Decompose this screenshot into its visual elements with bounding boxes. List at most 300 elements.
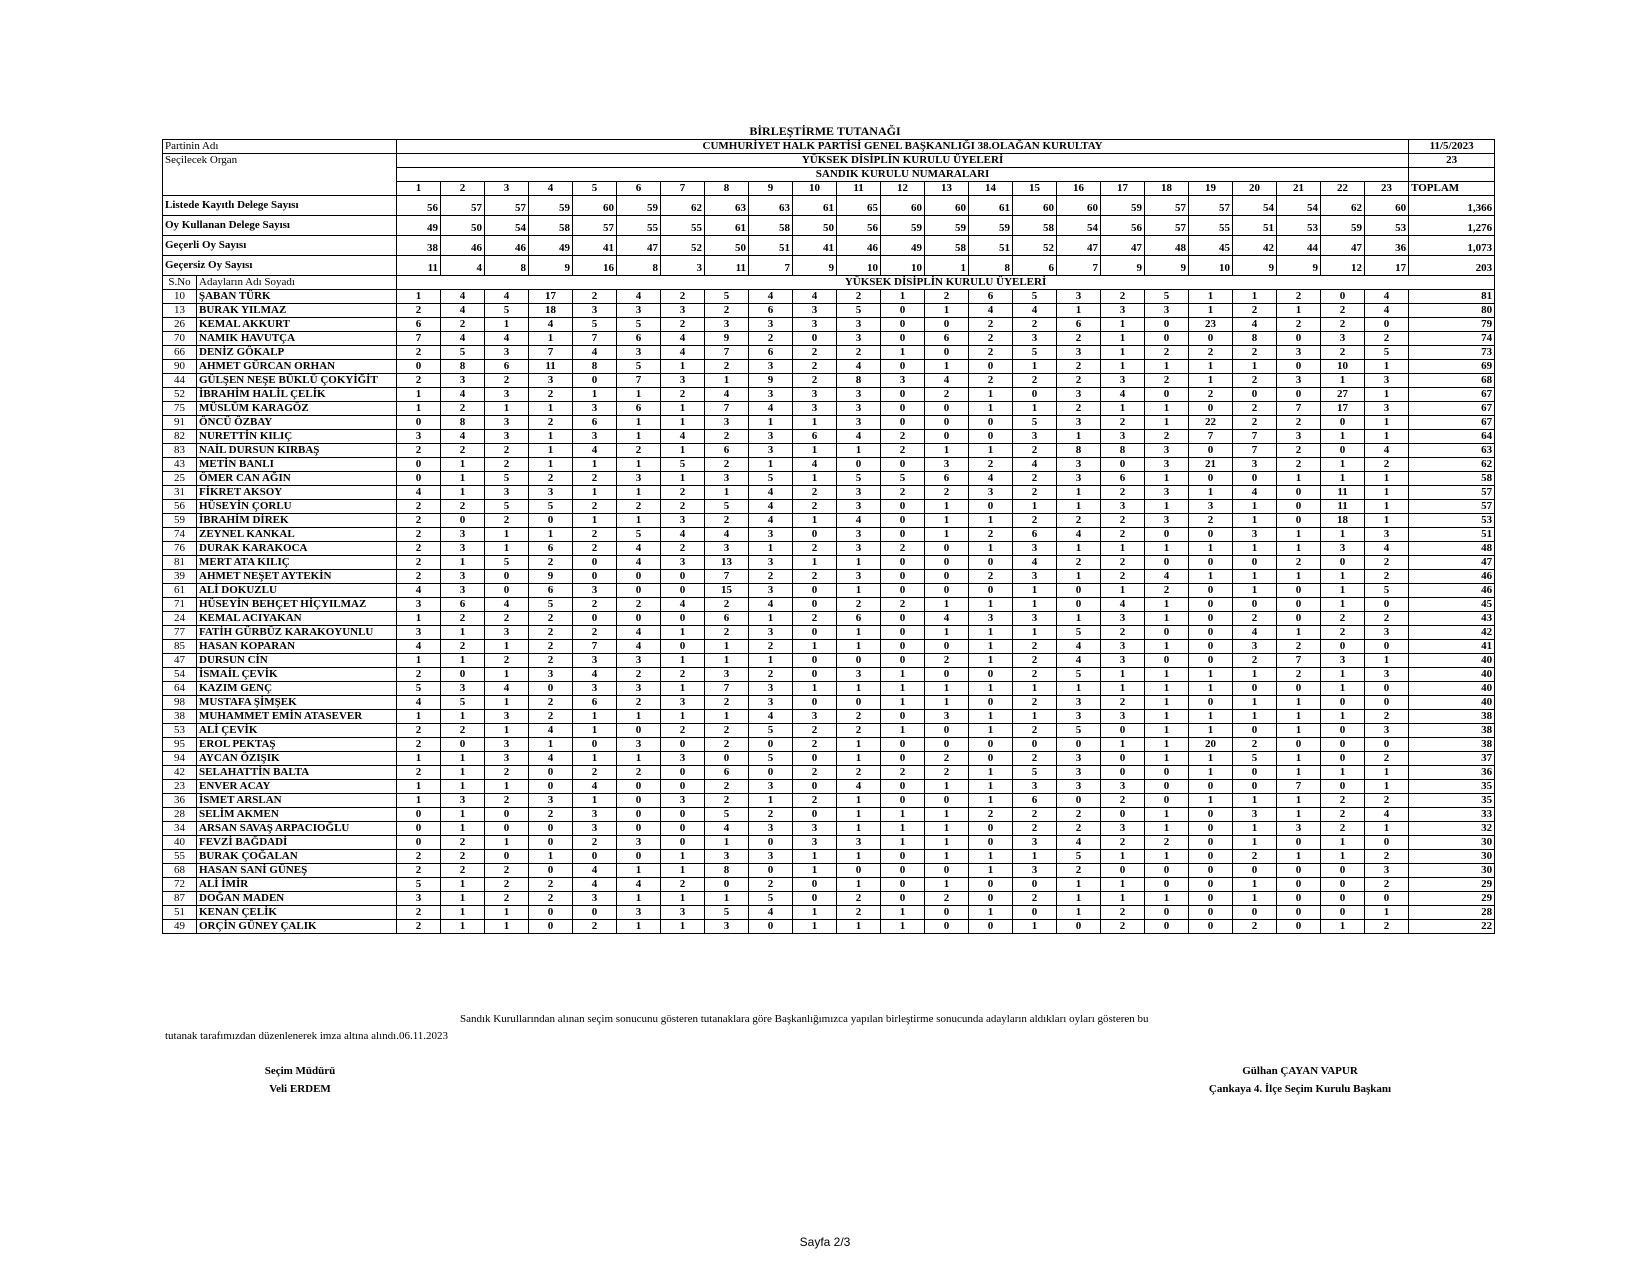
vote-cell: 1 [1321,682,1365,696]
vote-cell: 3 [485,486,529,500]
vote-cell: 1 [925,360,969,374]
vote-cell: 0 [881,388,925,402]
vote-cell: 1 [925,682,969,696]
vote-cell: 2 [529,612,573,626]
vote-cell: 1 [1145,752,1189,766]
vote-cell: 1 [529,528,573,542]
vote-cell: 5 [1013,766,1057,780]
candidate-total: 69 [1409,360,1495,374]
vote-cell: 2 [1057,864,1101,878]
vote-cell: 2 [397,766,441,780]
vote-cell: 2 [1321,304,1365,318]
vote-cell: 3 [1057,472,1101,486]
vote-cell: 0 [661,738,705,752]
vote-cell: 1 [617,486,661,500]
ballot-number: 2 [441,182,485,196]
candidate-sno: 68 [163,864,197,878]
stat-value: 3 [661,256,705,276]
vote-cell: 1 [485,318,529,332]
candidate-total: 45 [1409,598,1495,612]
vote-cell: 1 [1145,472,1189,486]
vote-cell: 3 [1057,766,1101,780]
vote-cell: 0 [793,584,837,598]
vote-cell: 0 [1101,458,1145,472]
vote-cell: 2 [1365,850,1409,864]
candidate-sno: 75 [163,402,197,416]
vote-cell: 4 [617,556,661,570]
vote-cell: 5 [749,752,793,766]
vote-cell: 0 [485,808,529,822]
table-row [163,430,1495,444]
vote-cell: 5 [617,528,661,542]
candidate-total: 38 [1409,738,1495,752]
vote-cell: 3 [749,850,793,864]
vote-cell: 2 [617,500,661,514]
vote-cell: 1 [1189,724,1233,738]
vote-cell: 2 [529,556,573,570]
document-title: BİRLEŞTİRME TUTANAĞI [749,124,901,138]
vote-cell: 2 [1101,290,1145,304]
vote-cell: 4 [749,710,793,724]
vote-cell: 8 [837,374,881,388]
vote-cell: 1 [441,472,485,486]
vote-cell: 3 [749,444,793,458]
vote-cell: 2 [573,528,617,542]
vote-cell: 4 [1145,570,1189,584]
vote-cell: 3 [749,682,793,696]
candidate-total: 81 [1409,290,1495,304]
vote-cell: 1 [617,920,661,934]
vote-cell: 1 [1321,472,1365,486]
vote-cell: 3 [661,304,705,318]
ballot-number: 1 [397,182,441,196]
vote-cell: 1 [1013,710,1057,724]
vote-cell: 1 [1145,612,1189,626]
vote-cell: 17 [529,290,573,304]
vote-cell: 1 [617,430,661,444]
vote-cell: 0 [573,570,617,584]
vote-cell: 1 [837,640,881,654]
candidate-name: HÜSEYİN ÇORLU [197,500,397,514]
vote-cell: 2 [1101,794,1145,808]
vote-cell: 2 [749,668,793,682]
sno-header: S.No [163,276,197,290]
vote-cell: 0 [1365,738,1409,752]
candidate-total: 79 [1409,318,1495,332]
vote-cell: 7 [1277,654,1321,668]
candidate-sno: 23 [163,780,197,794]
vote-cell: 3 [1101,780,1145,794]
vote-cell: 1 [441,878,485,892]
vote-cell: 4 [837,360,881,374]
vote-cell: 4 [661,598,705,612]
vote-cell: 4 [441,388,485,402]
vote-cell: 6 [925,332,969,346]
vote-cell: 1 [749,416,793,430]
stat-total: 203 [1409,256,1495,276]
vote-cell: 1 [837,444,881,458]
vote-cell: 0 [881,612,925,626]
vote-cell: 4 [441,290,485,304]
vote-cell: 7 [705,570,749,584]
ballot-number: 12 [881,182,925,196]
vote-cell: 6 [793,430,837,444]
vote-cell: 2 [969,458,1013,472]
vote-cell: 0 [1365,640,1409,654]
vote-cell: 3 [1057,752,1101,766]
vote-cell: 2 [1321,626,1365,640]
table-row [163,360,1495,374]
vote-cell: 2 [1233,416,1277,430]
vote-cell: 1 [617,388,661,402]
stat-value: 8 [617,256,661,276]
vote-cell: 2 [1233,346,1277,360]
stat-total: 1,366 [1409,196,1495,216]
vote-cell: 1 [1233,836,1277,850]
vote-cell: 3 [485,346,529,360]
stat-value: 55 [1189,216,1233,236]
vote-cell: 3 [397,598,441,612]
vote-cell: 3 [837,542,881,556]
candidate-sno: 90 [163,360,197,374]
vote-cell: 1 [1277,542,1321,556]
vote-cell: 0 [485,570,529,584]
vote-cell: 0 [881,892,925,906]
vote-cell: 1 [1057,878,1101,892]
vote-cell: 22 [1189,416,1233,430]
vote-cell: 1 [441,458,485,472]
vote-cell: 2 [1145,584,1189,598]
vote-cell: 4 [485,598,529,612]
stat-value: 50 [705,236,749,256]
vote-cell: 4 [573,864,617,878]
vote-cell: 3 [837,388,881,402]
vote-cell: 7 [1233,430,1277,444]
vote-cell: 2 [1013,514,1057,528]
candidate-name: FATİH GÜRBÜZ KARAKOYUNLU [197,626,397,640]
vote-cell: 1 [925,836,969,850]
candidate-name: İBRAHİM HALİL ÇELİK [197,388,397,402]
candidate-total: 22 [1409,920,1495,934]
vote-cell: 2 [969,318,1013,332]
vote-cell: 3 [485,710,529,724]
vote-cell: 2 [1145,346,1189,360]
ballot-number-row [163,182,1495,196]
vote-cell: 1 [397,780,441,794]
vote-cell: 0 [1365,892,1409,906]
vote-cell: 1 [573,752,617,766]
vote-cell: 0 [969,584,1013,598]
vote-cell: 0 [1189,906,1233,920]
stat-value: 59 [969,216,1013,236]
vote-cell: 0 [1101,766,1145,780]
vote-cell: 0 [661,808,705,822]
vote-cell: 0 [793,598,837,612]
candidate-total: 67 [1409,402,1495,416]
vote-cell: 2 [1365,710,1409,724]
candidate-total: 74 [1409,332,1495,346]
vote-cell: 1 [1189,682,1233,696]
vote-cell: 1 [441,766,485,780]
vote-cell: 5 [1057,724,1101,738]
vote-cell: 4 [1365,542,1409,556]
vote-cell: 2 [1013,752,1057,766]
candidate-sno: 26 [163,318,197,332]
candidate-total: 36 [1409,766,1495,780]
vote-cell: 0 [661,780,705,794]
vote-cell: 2 [1277,290,1321,304]
vote-cell: 2 [661,388,705,402]
vote-cell: 0 [529,920,573,934]
vote-cell: 1 [661,626,705,640]
vote-cell: 0 [1189,472,1233,486]
vote-cell: 1 [1145,360,1189,374]
vote-cell: 1 [969,542,1013,556]
candidate-name: ENVER ACAY [197,780,397,794]
candidate-sno: 56 [163,500,197,514]
vote-cell: 3 [1321,332,1365,346]
vote-cell: 3 [397,892,441,906]
stat-value: 7 [1057,256,1101,276]
vote-cell: 0 [441,514,485,528]
vote-cell: 0 [881,528,925,542]
vote-cell: 3 [661,906,705,920]
vote-cell: 0 [1101,724,1145,738]
candidate-name: BURAK ÇOĞALAN [197,850,397,864]
candidate-name: ÖMER CAN AĞIN [197,472,397,486]
candidate-name: SELİM AKMEN [197,808,397,822]
vote-cell: 2 [1321,808,1365,822]
vote-cell: 2 [661,500,705,514]
vote-cell: 0 [881,780,925,794]
vote-cell: 9 [705,332,749,346]
vote-cell: 2 [573,598,617,612]
vote-cell: 0 [1189,808,1233,822]
vote-cell: 3 [1101,710,1145,724]
vote-cell: 3 [441,794,485,808]
vote-cell: 1 [1013,402,1057,416]
vote-cell: 0 [485,584,529,598]
stat-value: 53 [1277,216,1321,236]
vote-cell: 0 [1233,780,1277,794]
stat-value: 54 [1233,196,1277,216]
vote-cell: 2 [441,836,485,850]
vote-cell: 0 [1233,864,1277,878]
vote-cell: 0 [1145,794,1189,808]
vote-cell: 2 [793,486,837,500]
vote-cell: 3 [1057,290,1101,304]
candidate-sno: 24 [163,612,197,626]
candidate-sno: 51 [163,906,197,920]
stat-value: 41 [573,236,617,256]
vote-cell: 4 [1057,654,1101,668]
stat-value: 12 [1321,256,1365,276]
stat-value: 56 [397,196,441,216]
candidate-sno: 13 [163,304,197,318]
vote-cell: 0 [617,794,661,808]
vote-cell: 1 [1321,430,1365,444]
vote-cell: 1 [1101,542,1145,556]
vote-cell: 3 [573,808,617,822]
vote-cell: 1 [881,724,925,738]
vote-cell: 2 [573,472,617,486]
vote-cell: 3 [793,304,837,318]
vote-cell: 3 [1365,864,1409,878]
vote-cell: 0 [881,640,925,654]
vote-cell: 3 [1365,374,1409,388]
vote-cell: 1 [529,430,573,444]
stat-value: 10 [881,256,925,276]
vote-cell: 5 [1057,626,1101,640]
candidate-name: MUSTAFA ŞİMŞEK [197,696,397,710]
candidate-total: 40 [1409,654,1495,668]
candidate-total: 37 [1409,752,1495,766]
vote-cell: 1 [529,332,573,346]
party-row [163,140,1495,154]
vote-cell: 5 [705,906,749,920]
ballot-number: 15 [1013,182,1057,196]
stat-value: 60 [1057,196,1101,216]
stat-total: 1,073 [1409,236,1495,256]
vote-cell: 2 [1365,794,1409,808]
vote-cell: 2 [397,346,441,360]
vote-cell: 2 [1321,318,1365,332]
vote-cell: 1 [749,654,793,668]
organ-row [163,154,1495,168]
vote-cell: 3 [837,570,881,584]
vote-cell: 1 [969,794,1013,808]
vote-cell: 0 [793,752,837,766]
stat-value: 58 [749,216,793,236]
vote-cell: 3 [485,738,529,752]
vote-cell: 1 [1321,458,1365,472]
vote-cell: 2 [1013,654,1057,668]
vote-cell: 1 [1233,710,1277,724]
vote-cell: 0 [881,864,925,878]
vote-cell: 0 [1277,584,1321,598]
vote-cell: 2 [1365,920,1409,934]
vote-cell: 2 [1233,402,1277,416]
vote-cell: 3 [1233,528,1277,542]
ballot-number: 19 [1189,182,1233,196]
candidate-sno: 40 [163,836,197,850]
vote-cell: 6 [397,318,441,332]
vote-cell: 0 [661,612,705,626]
vote-cell: 2 [1057,808,1101,822]
vote-cell: 0 [1145,528,1189,542]
vote-cell: 5 [1057,850,1101,864]
candidates-header: YÜKSEK DİSİPLİN KURULU ÜYELERİ [397,276,1495,290]
merge-report-table [162,139,1495,934]
vote-cell: 0 [749,864,793,878]
vote-cell: 1 [441,892,485,906]
vote-cell: 3 [441,528,485,542]
vote-cell: 5 [617,318,661,332]
stat-row [163,256,1495,276]
vote-cell: 3 [1101,430,1145,444]
vote-cell: 6 [705,612,749,626]
vote-cell: 3 [1013,430,1057,444]
vote-cell: 3 [837,836,881,850]
vote-cell: 4 [1057,640,1101,654]
table-row [163,654,1495,668]
vote-cell: 3 [793,822,837,836]
vote-cell: 1 [1013,360,1057,374]
vote-cell: 2 [1233,738,1277,752]
table-row [163,542,1495,556]
table-row [163,416,1495,430]
vote-cell: 0 [1057,584,1101,598]
table-row [163,766,1495,780]
vote-cell: 1 [925,626,969,640]
vote-cell: 0 [617,780,661,794]
vote-cell: 1 [925,444,969,458]
vote-cell: 3 [705,542,749,556]
vote-cell: 0 [925,864,969,878]
vote-cell: 3 [1233,640,1277,654]
stat-value: 9 [1277,256,1321,276]
vote-cell: 4 [1057,836,1101,850]
stat-value: 56 [1101,216,1145,236]
candidate-sno: 77 [163,626,197,640]
vote-cell: 0 [1365,682,1409,696]
organ-count: 23 [1409,154,1495,168]
vote-cell: 1 [1233,696,1277,710]
stat-value: 52 [661,236,705,256]
vote-cell: 4 [617,640,661,654]
vote-cell: 3 [1101,640,1145,654]
vote-cell: 2 [1057,822,1101,836]
vote-cell: 4 [1013,304,1057,318]
vote-cell: 3 [1365,402,1409,416]
vote-cell: 0 [1189,626,1233,640]
vote-cell: 6 [441,598,485,612]
vote-cell: 1 [969,780,1013,794]
vote-cell: 0 [881,654,925,668]
vote-cell: 0 [1013,906,1057,920]
vote-cell: 1 [793,472,837,486]
vote-cell: 0 [617,808,661,822]
vote-cell: 3 [1101,654,1145,668]
blank-cell [163,182,397,196]
stat-value: 46 [485,236,529,256]
vote-cell: 1 [485,780,529,794]
candidate-total: 63 [1409,444,1495,458]
vote-cell: 2 [617,598,661,612]
vote-cell: 2 [881,486,925,500]
vote-cell: 2 [969,346,1013,360]
vote-cell: 1 [485,836,529,850]
stat-value: 47 [1101,236,1145,256]
vote-cell: 1 [1101,850,1145,864]
vote-cell: 0 [485,822,529,836]
candidate-total: 46 [1409,570,1495,584]
vote-cell: 2 [529,388,573,402]
vote-cell: 1 [1365,822,1409,836]
vote-cell: 0 [881,458,925,472]
stat-value: 52 [1013,236,1057,256]
stat-row [163,196,1495,216]
vote-cell: 1 [397,402,441,416]
vote-cell: 11 [529,360,573,374]
vote-cell: 2 [617,668,661,682]
vote-cell: 3 [661,752,705,766]
vote-cell: 2 [529,472,573,486]
vote-cell: 1 [485,920,529,934]
vote-cell: 4 [1233,486,1277,500]
vote-cell: 5 [1365,584,1409,598]
vote-cell: 1 [1145,696,1189,710]
